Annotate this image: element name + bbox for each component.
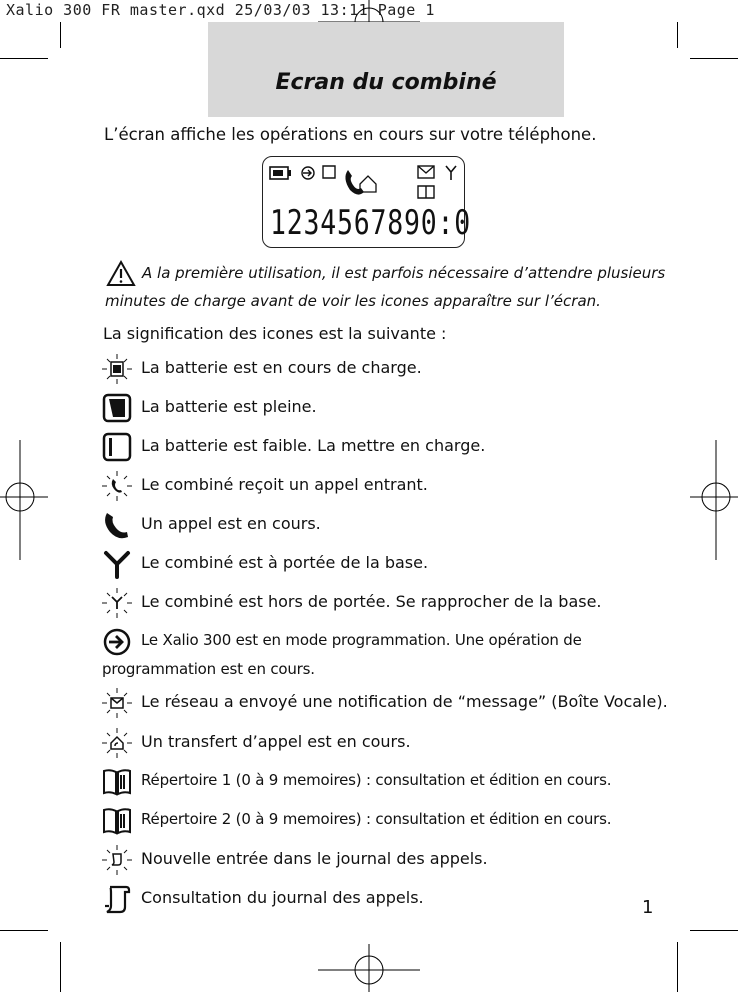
warning-line-1: A la première utilisation, il est parfois nécessaire d’attendre plusieurs (142, 264, 666, 282)
icon-description: La batterie est faible. La mettre en charge. (141, 436, 486, 455)
call-log-icon (102, 884, 132, 914)
crop-mark (677, 22, 678, 48)
crop-mark (0, 58, 48, 59)
crop-mark (690, 930, 738, 931)
icon-description: Un appel est en cours. (141, 514, 321, 533)
icon-description: Le combiné reçoit un appel entrant. (141, 475, 428, 494)
message-icon (102, 688, 132, 718)
phonebook-2-icon (102, 806, 132, 836)
icon-description-continued: programmation est en cours. (102, 660, 315, 678)
icon-description: Répertoire 1 (0 à 9 memoires) : consultation et édition en cours. (141, 771, 612, 789)
icon-description: La batterie est en cours de charge. (141, 358, 422, 377)
page-title: Ecran du combiné (275, 70, 497, 95)
crop-mark (60, 22, 61, 48)
phonebook-1-icon (102, 767, 132, 797)
incoming-call-icon (102, 471, 132, 501)
icon-description: Consultation du journal des appels. (141, 888, 424, 907)
warning-icon (106, 260, 136, 288)
call-transfer-icon (102, 728, 132, 758)
intro-text: L’écran affiche les opérations en cours sur votre téléphone. (104, 125, 597, 144)
new-call-log-icon (102, 845, 132, 875)
icon-description: Un transfert d’appel est en cours. (141, 732, 411, 751)
icon-description: Nouvelle entrée dans le journal des appels. (141, 849, 488, 868)
antenna-blinking-icon (102, 588, 132, 618)
crop-mark (677, 942, 678, 992)
icon-description: Le combiné est hors de portée. Se rapprocher de la base. (141, 592, 602, 611)
battery-full-icon (102, 393, 132, 423)
lcd-icon-row (268, 162, 463, 202)
page-number: 1 (642, 897, 654, 918)
icon-description: Le Xalio 300 est en mode programmation. Une opération de (141, 631, 582, 649)
call-in-progress-icon (102, 510, 132, 540)
lcd-digits: 1234567890:0 (270, 203, 471, 243)
registration-mark-left (0, 440, 48, 560)
registration-mark-right (690, 440, 738, 560)
antenna-icon (102, 549, 132, 579)
battery-low-icon (102, 432, 132, 462)
crop-mark (0, 930, 48, 931)
battery-charging-icon (102, 354, 132, 384)
programming-icon (102, 627, 132, 657)
warning-line-2: minutes de charge avant de voir les icones apparaître sur l’écran. (105, 292, 601, 310)
registration-mark-bottom (318, 940, 420, 992)
print-header: Xalio 300 FR master.qxd 25/03/03 13:11 Page 1 (6, 1, 435, 19)
icon-description: La batterie est pleine. (141, 397, 317, 416)
icon-description: Répertoire 2 (0 à 9 memoires) : consultation et édition en cours. (141, 810, 612, 828)
icon-description: Le réseau a envoyé une notification de “message” (Boîte Vocale). (141, 692, 668, 711)
meaning-heading: La signification des icones est la suivante : (103, 324, 447, 343)
crop-mark (690, 58, 738, 59)
crop-mark (60, 942, 61, 992)
icon-description: Le combiné est à portée de la base. (141, 553, 429, 572)
